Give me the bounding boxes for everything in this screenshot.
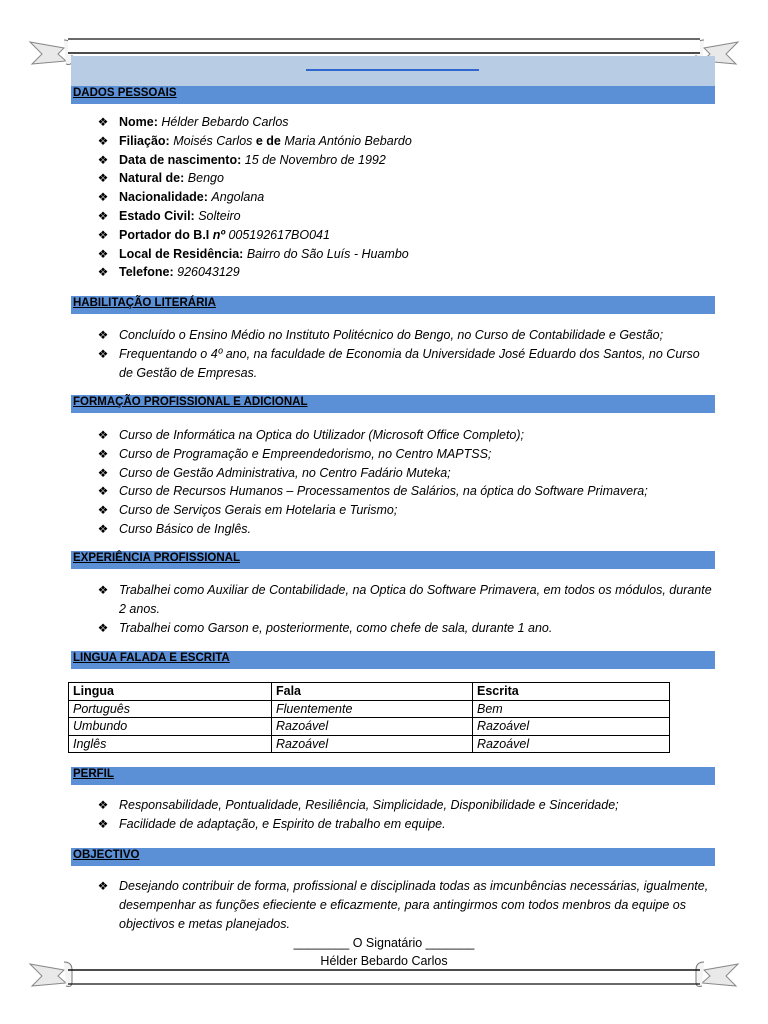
bullet-icon: ❖ xyxy=(97,620,109,635)
column-header: Fala xyxy=(272,683,473,701)
table-cell: Umbundo xyxy=(69,718,272,736)
field-value: Moisés Carlos xyxy=(173,133,253,148)
bullet-icon: ❖ xyxy=(97,583,109,597)
section-title: PERFIL xyxy=(73,768,114,780)
bullet-icon: ❖ xyxy=(97,465,109,480)
section-header-objective xyxy=(71,848,715,866)
bullet-icon: ❖ xyxy=(97,171,109,186)
list-item xyxy=(95,501,715,520)
scroll-banner-bottom xyxy=(28,956,740,996)
table-row xyxy=(69,700,670,718)
list-item-name xyxy=(95,113,715,132)
list-item xyxy=(95,877,715,933)
section-header-personal xyxy=(71,86,715,104)
experience-list xyxy=(95,581,715,637)
column-header: Lingua xyxy=(69,683,272,701)
bullet-icon: ❖ xyxy=(97,152,109,167)
list-item-text: Desejando contribuir de forma, profissional e disciplinada todas as imcunbências necessárias, igualmente, desempenhar as funções efieciente e eficazmente, para antingirmos com todos menbros da equipe os objectivos e metas planejados. xyxy=(119,879,709,931)
education-list xyxy=(95,326,715,382)
signature-line: ________ O Signatário _______ xyxy=(293,936,475,950)
section-header-education xyxy=(71,296,715,314)
bullet-icon: ❖ xyxy=(97,265,109,280)
field-label: Estado Civil: xyxy=(119,208,195,223)
bullet-icon: ❖ xyxy=(97,521,109,536)
table-cell: Português xyxy=(69,700,272,718)
field-label: Telefone: xyxy=(119,265,174,280)
list-item-id xyxy=(95,226,715,245)
table-cell: Razoável xyxy=(272,735,473,753)
list-item-text: Curso Básico de Inglês. xyxy=(119,521,252,536)
bullet-icon: ❖ xyxy=(97,208,109,223)
bullet-icon: ❖ xyxy=(97,816,109,831)
field-label: Portador do B.I xyxy=(119,227,210,242)
list-item xyxy=(95,581,715,619)
list-item xyxy=(95,796,715,815)
section-header-experience xyxy=(71,551,715,569)
list-item-text: Trabalhei como Garson e, posteriormente, como chefe de sala, durante 1 ano. xyxy=(119,620,553,635)
table-row xyxy=(69,718,670,736)
bullet-icon: ❖ xyxy=(97,227,109,242)
bullet-icon: ❖ xyxy=(97,484,109,499)
field-value: 005192617BO041 xyxy=(228,227,330,242)
list-item xyxy=(95,426,715,445)
bullet-icon: ❖ xyxy=(97,190,109,205)
list-item-text: Concluído o Ensino Médio no Instituto Politécnico do Bengo, no Curso de Contabilidade e Gestão; xyxy=(119,328,664,342)
section-title: FORMAÇÃO PROFISSIONAL E ADICIONAL xyxy=(73,396,308,408)
list-item-residence xyxy=(95,245,715,264)
field-value: 15 de Novembro de 1992 xyxy=(244,152,386,167)
field-label-number: nº xyxy=(212,227,225,242)
header-band xyxy=(71,56,715,87)
bullet-icon: ❖ xyxy=(97,328,109,342)
list-item xyxy=(95,464,715,483)
section-title: LINGUA FALADA E ESCRITA xyxy=(73,652,230,664)
field-value: Angolana xyxy=(211,190,265,205)
list-item-text: Trabalhei como Auxiliar de Contabilidade, na Optica do Software Primavera, em todos os módulos, durante 2 anos. xyxy=(119,583,712,616)
list-item-phone xyxy=(95,263,715,282)
field-label: Data de nascimento: xyxy=(119,152,242,167)
list-item-nationality xyxy=(95,188,715,207)
table-cell: Bem xyxy=(473,700,670,718)
table-header-row xyxy=(69,683,670,701)
table-cell: Razoável xyxy=(473,735,670,753)
field-label: Filiação: xyxy=(119,133,170,148)
section-title: DADOS PESSOAIS xyxy=(73,87,177,99)
section-header-languages xyxy=(71,651,715,669)
list-item-birth xyxy=(95,151,715,170)
bullet-icon: ❖ xyxy=(97,246,109,261)
field-label: Local de Residência: xyxy=(119,246,244,261)
field-label: Nome: xyxy=(119,115,158,129)
bullet-icon: ❖ xyxy=(97,879,109,893)
list-item-text: Curso de Informática na Optica do Utilizador (Microsoft Office Completo); xyxy=(119,428,525,442)
section-header-profile xyxy=(71,767,715,785)
field-value: Bengo xyxy=(187,171,224,186)
section-header-training xyxy=(71,395,715,413)
section-title: HABILITAÇÃO LITERÁRIA xyxy=(73,297,216,309)
field-label: Natural de: xyxy=(119,171,185,186)
list-item xyxy=(95,482,715,501)
section-title: OBJECTIVO xyxy=(73,849,140,861)
list-item-filiation xyxy=(95,132,715,151)
bullet-icon: ❖ xyxy=(97,115,109,129)
list-item-text: Curso de Programação e Empreendedorismo, no Centro MAPTSS; xyxy=(119,446,492,461)
bullet-icon: ❖ xyxy=(97,503,109,518)
list-item-native xyxy=(95,169,715,188)
personal-data-list xyxy=(95,113,715,282)
field-value: Solteiro xyxy=(198,208,241,223)
table-row xyxy=(69,735,670,753)
list-item-text: Frequentando o 4º ano, na faculdade de Economia da Universidade José Eduardo dos Santos, no Curso de Gestão de Empresas. xyxy=(119,346,700,380)
field-value: Hélder Bebardo Carlos xyxy=(161,115,289,129)
objective-list xyxy=(95,877,715,933)
languages-table xyxy=(68,682,670,753)
list-item xyxy=(95,619,715,638)
training-list xyxy=(95,426,715,539)
field-value: 926043129 xyxy=(177,265,240,280)
list-item-text: Responsabilidade, Pontualidade, Resiliência, Simplicidade, Disponibilidade e Sinceridade; xyxy=(119,798,619,812)
list-item xyxy=(95,445,715,464)
signature-name: Hélder Bebardo Carlos xyxy=(320,954,448,968)
field-value: Bairro do São Luís - Huambo xyxy=(246,246,409,261)
field-label: Nacionalidade: xyxy=(119,190,208,205)
list-item-text: Curso de Recursos Humanos – Processamentos de Salários, na óptica do Software Primavera; xyxy=(119,484,648,499)
list-item-text: Facilidade de adaptação, e Espirito de trabalho em equipe. xyxy=(119,816,446,831)
list-item-text: Curso de Serviços Gerais em Hotelaria e Turismo; xyxy=(119,503,398,518)
list-item xyxy=(95,326,715,345)
bullet-icon: ❖ xyxy=(97,428,109,442)
bullet-icon: ❖ xyxy=(97,798,109,812)
table-cell: Inglês xyxy=(69,735,272,753)
bullet-icon: ❖ xyxy=(97,446,109,461)
bullet-icon: ❖ xyxy=(97,133,109,148)
section-title: EXPERIÊNCIA PROFISSIONAL xyxy=(73,552,240,564)
list-item xyxy=(95,345,715,383)
table-cell: Razoável xyxy=(272,718,473,736)
list-item xyxy=(95,815,715,834)
profile-list xyxy=(95,796,715,834)
table-cell: Fluentemente xyxy=(272,700,473,718)
field-value: Maria António Bebardo xyxy=(284,133,412,148)
list-item xyxy=(95,520,715,539)
header-title-underline xyxy=(306,69,479,71)
table-cell: Razoável xyxy=(473,718,670,736)
field-conjunction: e de xyxy=(255,133,281,148)
list-item-text: Curso de Gestão Administrativa, no Centro Fadário Muteka; xyxy=(119,465,451,480)
bullet-icon: ❖ xyxy=(97,346,109,361)
column-header: Escrita xyxy=(473,683,670,701)
list-item-civil-status xyxy=(95,207,715,226)
